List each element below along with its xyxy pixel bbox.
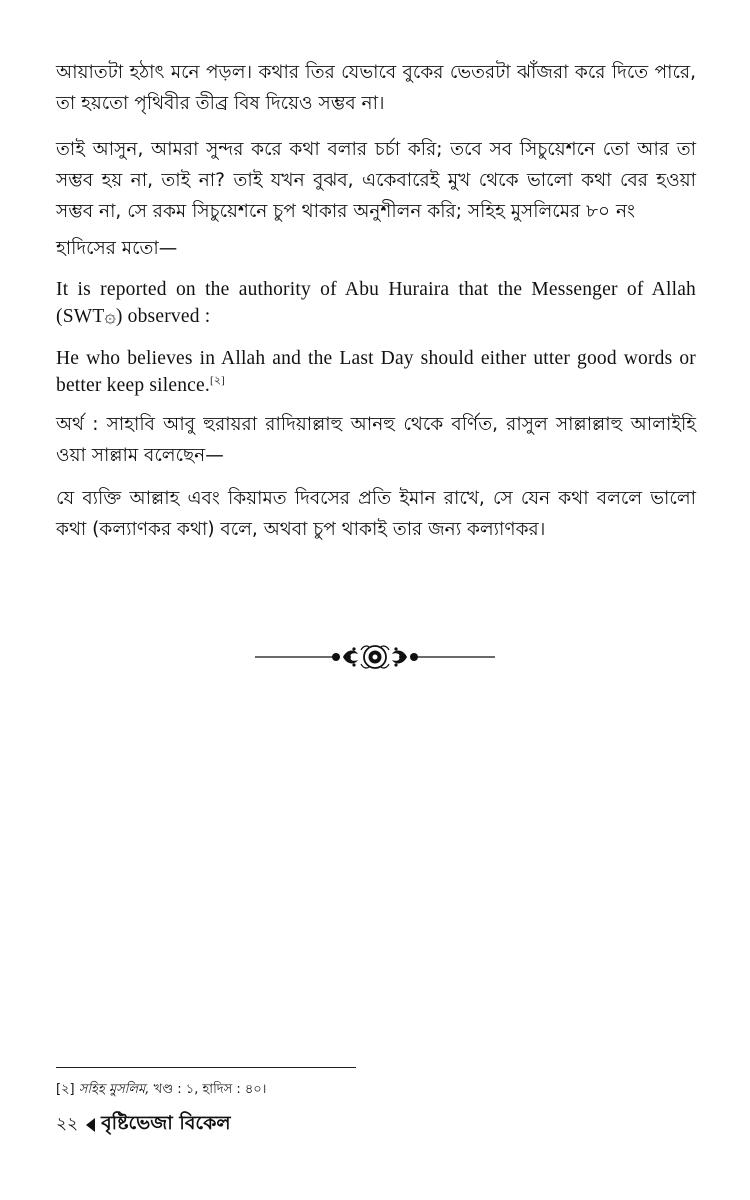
footnote-detail: খণ্ড : ১, হাদিস : ৪০। <box>153 1082 267 1097</box>
hadith-english-body: He who believes in Allah and the Last Day should either utter good words or better keep silence. <box>56 348 696 396</box>
hadith-english-intro: It is reported on the authority of Abu Huraira that the Messenger of Allah (SWT۞) observed : <box>56 279 696 327</box>
footnote <box>56 1080 266 1100</box>
footnote-divider <box>56 1067 356 1068</box>
paragraph-advice-text: তাই আসুন, আমরা সুন্দর করে কথা বলার চর্চা করি; তবে সব সিচুয়েশনে তো আর তা সম্ভব হয় না, তাই না? তাই যখন বুঝব, একেবারেই মুখ থেকে ভালো কথা বের হওয়া সম্ভব না, সে রকম সিচুয়েশনে চুপ থাকার অনুশীলন করি; সহিহ মুসলিমের ৮০ নং <box>56 139 696 222</box>
footnote-marker: [২] <box>56 1082 75 1097</box>
paragraph-advice-end: হাদিসের মতো— <box>56 238 178 259</box>
hadith-bangla-intro: অর্থ : সাহাবি আবু হুরায়রা রাদিয়াল্লাহু আনহু থেকে বর্ণিত, রাসুল সাল্লাল্লাহু আলাইহি ওয়া সাল্লাম বলেছেন— <box>56 414 696 466</box>
triangle-left-icon <box>86 1118 95 1132</box>
paragraph-advice <box>56 134 696 264</box>
footnote-source: সহিহ মুসলিম, <box>78 1082 150 1097</box>
page-footer <box>56 1110 231 1140</box>
book-title: বৃষ্টিভেজা বিকেল <box>101 1112 231 1134</box>
page-number: ২২ <box>56 1114 79 1134</box>
floral-divider-icon <box>255 640 495 674</box>
footnote-reference: [২] <box>209 374 226 387</box>
hadith-english-text <box>56 345 696 399</box>
paragraph-intro: আয়াতটা হঠাৎ মনে পড়ল। কথার তির যেভাবে বুকের ভেতরটা ঝাঁজরা করে দিতে পারে, তা হয়তো পৃথিবীর তীব্র বিষ দিয়েও সম্ভব না। <box>56 62 696 114</box>
hadith-bangla-text: যে ব্যক্তি আল্লাহ এবং কিয়ামত দিবসের প্রতি ইমান রাখে, সে যেন কথা বললে ভালো কথা (কল্যাণকর কথা) বলে, অথবা চুপ থাকাই তার জন্য কল্যাণকর। <box>56 488 696 540</box>
